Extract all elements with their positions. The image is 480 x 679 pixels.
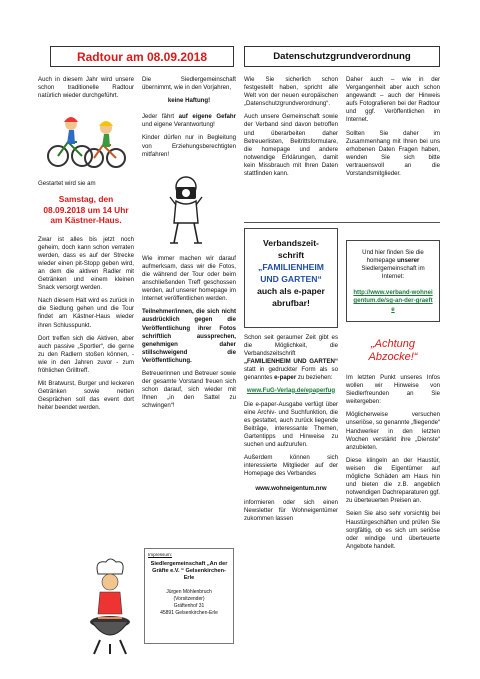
fug-verlag-link[interactable]: www.FuG-Verlag.de/epaperfug <box>246 386 336 394</box>
dsgvo-affected: Auch unsere Gemeinschaft sowie der Verband sind davon betroffen und überarbeiten daher Betreuerlisten, Beitrittsformulare, die homepage und andere notwendige Erklärungen, damit kein Missbrauch mit Ihren Daten stattfinden kann. <box>244 113 338 178</box>
epaper-info-d: e-paper <box>274 374 297 382</box>
epaper-line2: schrift <box>277 250 305 260</box>
left-column-2 <box>142 76 236 410</box>
bratwurst-text: Mit Bratwurst, Burger und leckeren Getränken sowie netten Gesprächen soll das event dort heiter beendet werden. <box>38 380 134 412</box>
warning-intro: Im letzten Punkt unseres Infos wollen wir Hinweise von Siedlerfreunden an Sie weitergeben: <box>346 374 440 406</box>
epaper-info-c: statt in gedruckter Form als so genanntes <box>244 366 338 382</box>
homepage-text-b: unserer <box>397 257 420 265</box>
photo-consent: Teilnehmer/innen, die sich nicht ausdrücklich gegen die Veröffentlichung ihrer Fotos schriftlich aussprechen, genehmigen daher stillschweigend die Veröffentlichung. <box>142 308 236 364</box>
datenschutz-title: Datenschutzgrundverordnung <box>273 51 411 62</box>
section-divider <box>244 222 440 223</box>
epaper-info <box>244 334 338 383</box>
grill-illustration <box>84 556 136 656</box>
impressum-city: 45891 Gelsenkirchen-Erle <box>160 609 218 616</box>
epaper-line3: „FAMILIENHEIM <box>258 262 324 272</box>
warning-caution: Seien Sie also sehr vorsichtig bei Haustürgeschäften und prüfen Sie sorgfältig, ob es sich um seriöse oder windige und überteuerte Angebote handelt. <box>346 510 440 550</box>
own-risk-a: Jeder fährt <box>142 113 179 121</box>
start-date: Samstag, den 08.09.2018 um 14 Uhr am Kästner-Haus. <box>43 194 129 226</box>
impressum-label: Impressum: <box>148 552 172 557</box>
datenschutz-header <box>244 46 440 67</box>
epaper-line4: UND GARTEN“ <box>260 274 322 284</box>
epaper-info-a: Schon seit geraumer Zeit gibt es die Möglichkeit, die Verbandszeitschrift <box>244 334 338 358</box>
epaper-line1: Verbandszeit- <box>263 238 319 248</box>
own-risk-b: auf eigene Gefahr <box>178 113 236 121</box>
radtour-title: Radtour am 08.09.2018 <box>76 49 208 64</box>
impressum-name: Jürgen Möhlenbruch <box>166 588 212 595</box>
right-column-3-bottom <box>244 334 338 523</box>
no-liability: keine Haftung! <box>167 97 211 105</box>
cyclists-illustration <box>44 110 134 170</box>
left-column-1 <box>38 76 134 412</box>
pit-stop-text: Zwar ist alles bis jetzt noch geheim, doch kann schon verraten werden, dass es auf der Strecke wieder einen pit-Stopp geben wird, an dem die aktiven Radler mit Getränken und einem kleinen Snack versorgt werden. <box>38 235 134 292</box>
team-text: Betreuerinnen und Betreuer sowie der gesamte Vorstand freuen sich schon darauf, sich wieder mit Ihnen „in den Sattel zu schwingen“! <box>142 369 236 410</box>
photo-notice: Wie immer machen wir darauf aufmerksam, dass wir die Fotos, die während der Tour oder beim anschließenden Treff geschossen werden, auf unserer homepage im Internet veröffentlichen werden. <box>142 254 236 303</box>
warning-doorstep: Diese klingeln an der Haustür, weisen die Eigentümer auf mögliche Schäden am Haus hin und bieten die z.B. angeblich notwendigen Dachreparaturen ggf. zu überteuerten Preisen an. <box>346 456 440 505</box>
warning-craftsmen: Möglicherweise versuchen unseriöse, so genannte „fliegende“ Handwerker in den letzten Wochen verstärkt ihre „Dienste“ anzubieten. <box>346 411 440 451</box>
epaper-features: Die e-paper-Ausgabe verfügt über eine Archiv- und Suchfunktion, die es gestattet, auch zurück liegende Beiträge, interessante Themen, Gartentipps und Hinweise zu suchen und aufzurufen. <box>244 400 338 449</box>
right-column-4-top <box>346 76 440 178</box>
start-text: Gestartet wird sie am <box>38 180 96 188</box>
own-risk-c: und eigene Verantwortung! <box>142 121 215 129</box>
right-column-3-top <box>244 76 338 178</box>
return-text: Nach diesem Halt wird es zurück in die Siedlung gehen und die Tour findet am Kästner-Haus wieder ihren Schlusspunkt. <box>38 297 134 329</box>
impressum-box <box>144 548 234 644</box>
achtung-title: „Achtung Abzocke!“ <box>368 338 418 363</box>
photographer-illustration <box>158 173 236 247</box>
homepage-text-a: Und hier finden Sie die homepage <box>362 249 424 265</box>
homepage-link[interactable]: http://www.verband-wohneigentum.de/sg-an-der-graefte <box>353 289 433 313</box>
dsgvo-intro: Wie Sie sicherlich schon festgestellt haben, spricht alle Welt von der neuen europäischen „Datenschutzgrundverordnung“. <box>244 76 338 108</box>
liability-intro: Die Siedlergemeinschaft übernimmt, wie in den Vorjahren, <box>142 76 236 92</box>
children-text: Kinder dürfen nur in Begleitung von Erziehungsberechtigten mitfahren! <box>142 134 236 158</box>
epaper-box <box>244 228 338 328</box>
wohneigentum-link[interactable]: www.wohneigentum.nrw <box>255 484 327 492</box>
epaper-info-e: zu beziehen: <box>296 374 333 382</box>
epaper-line5: auch als e-paper <box>257 286 325 296</box>
photo-hint: Daher auch – wie in der Vergangenheit aber auch schon angewandt – auch der Hinweis aufs Fotografieren bei der Radtour und ggf. Veröffentlichen im Internet. <box>346 76 440 124</box>
newsletter-intro: Außerdem können sich interessierte Mitglieder auf der Homepage des Verbandes <box>244 454 338 478</box>
impressum-org: Siedlergemeinschaft „An der Gräfte e.V. “ Gelsenkirchen-Erle <box>150 561 228 582</box>
radtour-header <box>50 46 234 67</box>
grill-text: Dort treffen sich die Aktiven, aber auch passive „Sportler“, die gerne zu den Radlern stoßen können, - wie in den Jahren zuvor - zum fröhlichen Grilltreff. <box>38 334 134 374</box>
contact-hint: Sollten Sie daher im Zusammenhang mit Ihren bei uns erhobenen Daten Fragen haben, wenden Sie sich bitte vertrauensvoll an die Vorstandsmitglieder. <box>346 129 440 178</box>
homepage-box <box>346 240 440 322</box>
right-column-4-bottom <box>346 338 440 551</box>
homepage-text-c: Siedlergemeinschaft im Internet: <box>361 265 425 281</box>
intro-text: Auch in diesem Jahr wird unsere schon traditionelle Radtour natürlich wieder durchgeführt. <box>38 76 134 100</box>
homepage-text <box>353 249 433 281</box>
epaper-line6: abrufbar! <box>272 298 310 308</box>
impressum-role: (Vorsitzender) <box>173 595 205 602</box>
newsletter-text: informieren oder sich einen Newsletter für Wohneigentümer zukommen lassen <box>244 498 338 522</box>
own-risk-text <box>142 113 236 129</box>
epaper-info-b: „FAMILIENHEIM UND GARTEN“ <box>244 358 338 366</box>
impressum-street: Gräftenhof 31 <box>173 602 205 609</box>
